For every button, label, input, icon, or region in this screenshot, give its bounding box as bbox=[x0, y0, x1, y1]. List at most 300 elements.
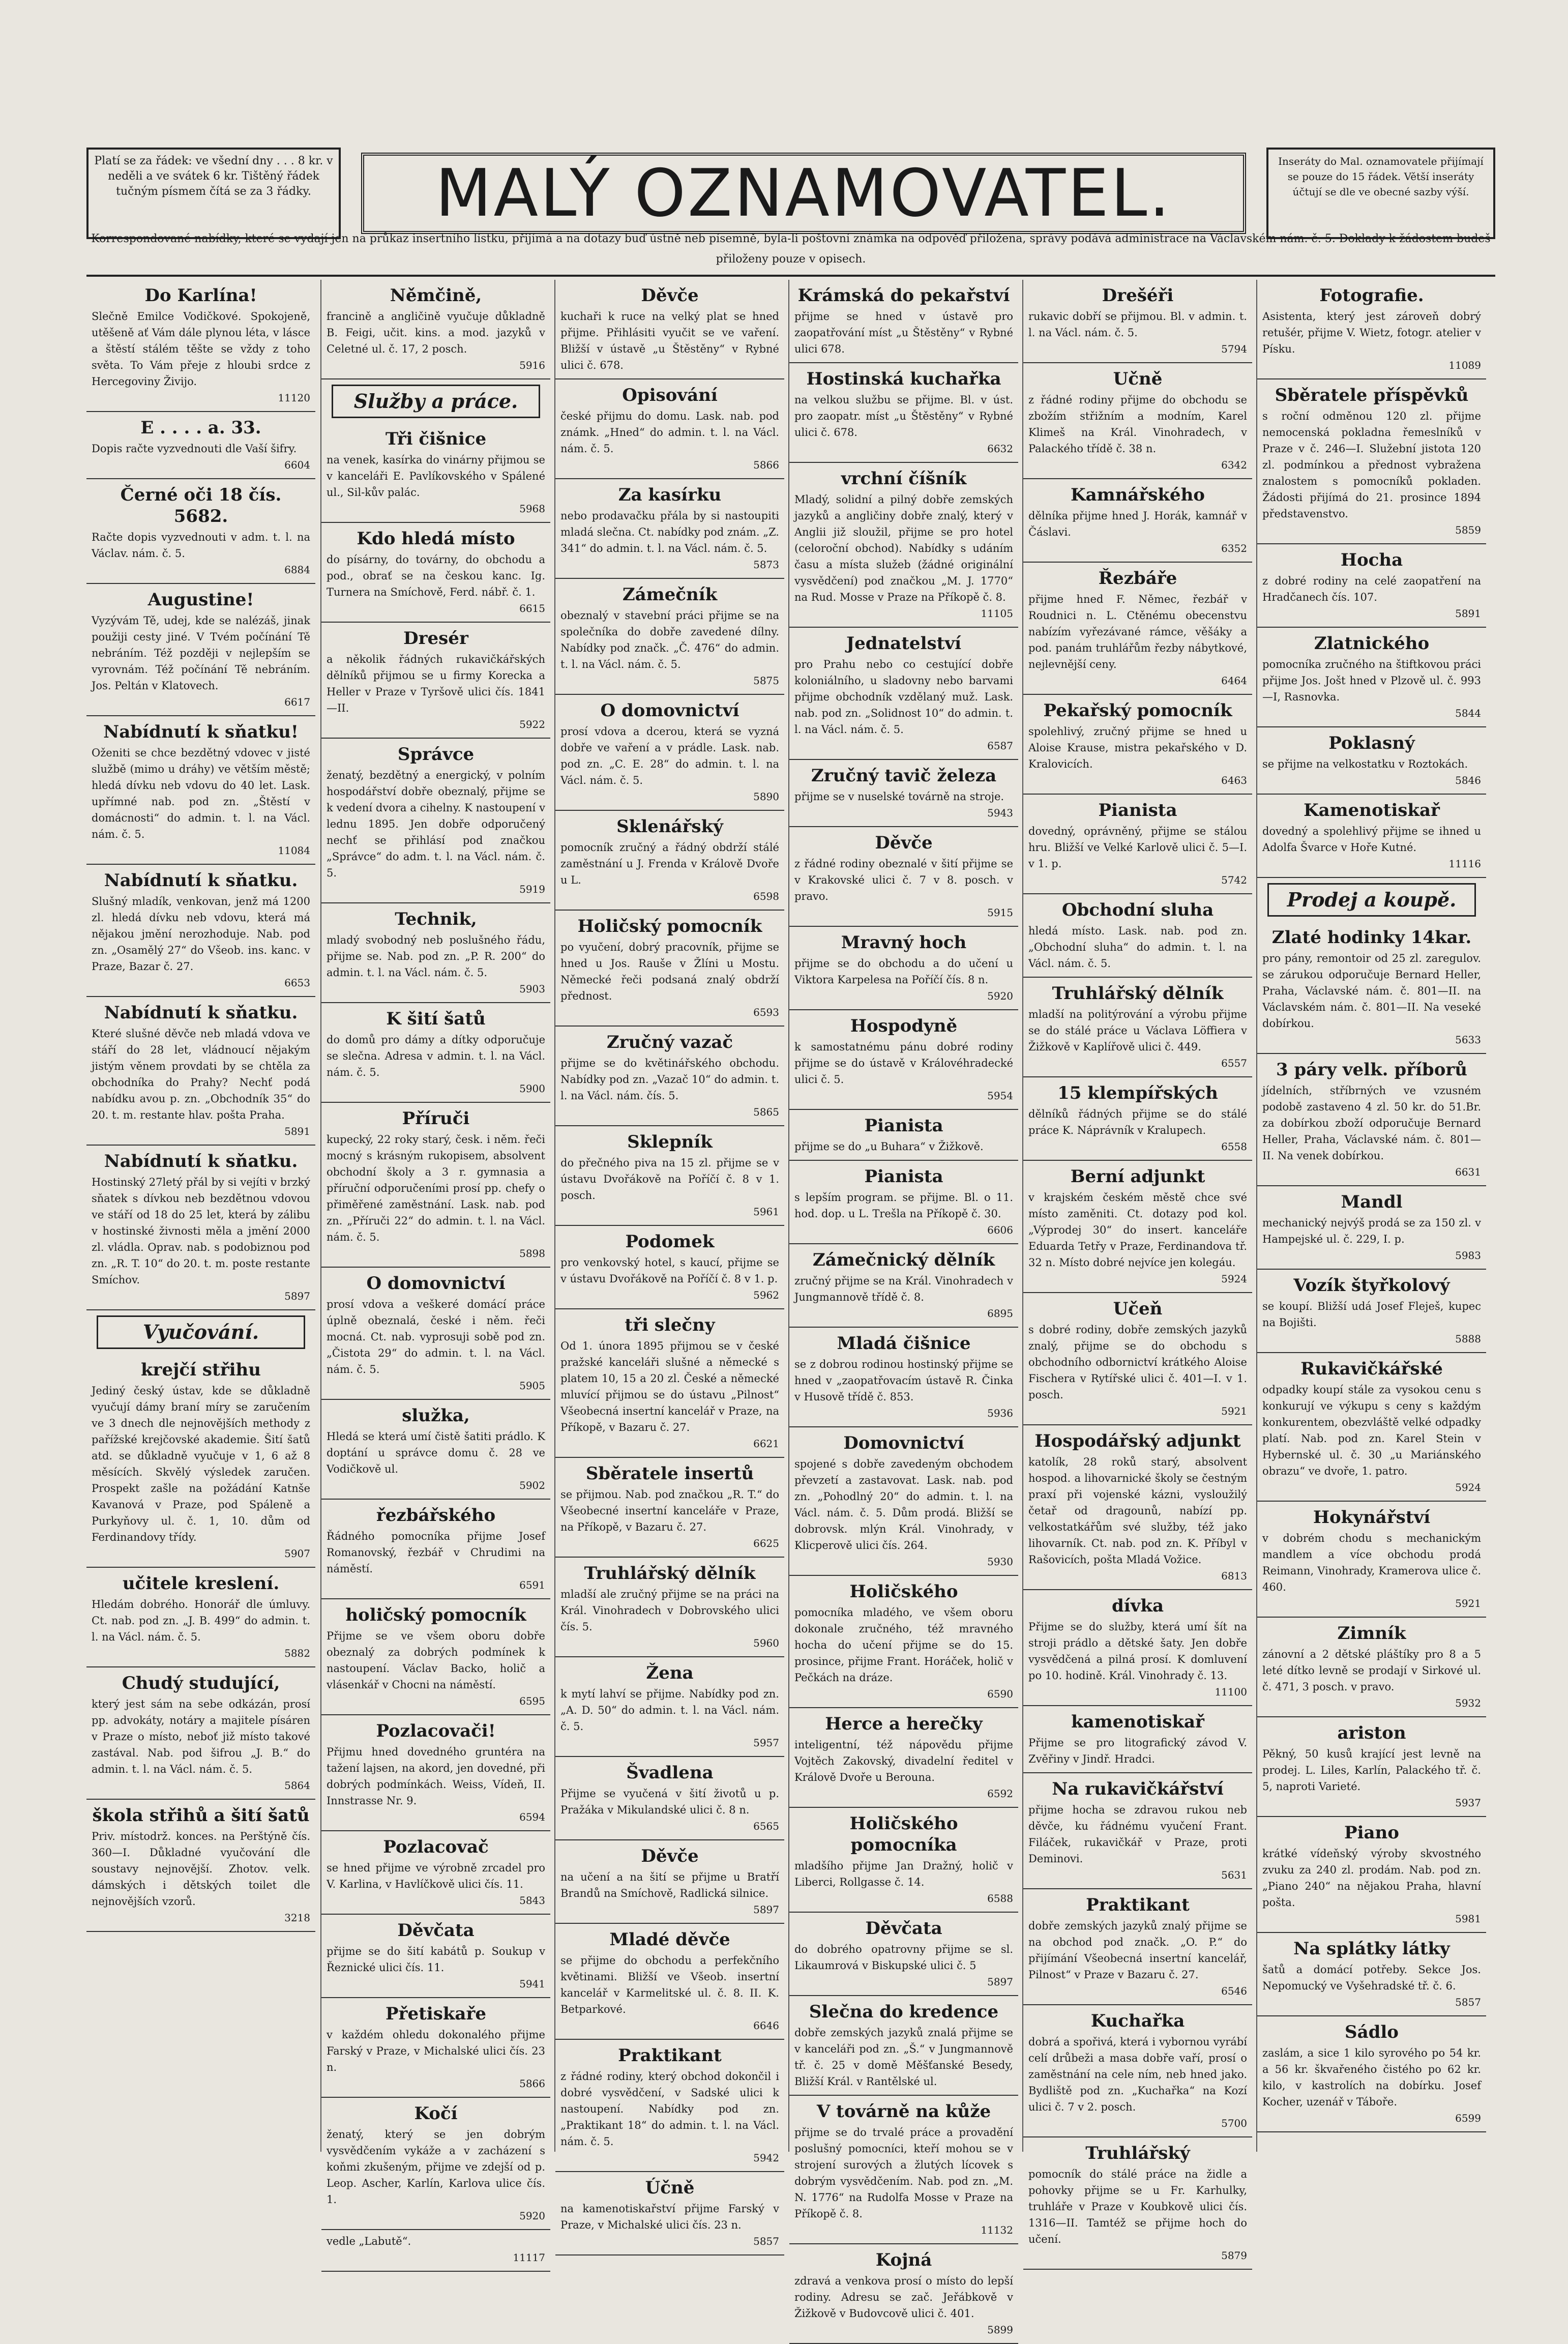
ad-title: Zručný vazač bbox=[606, 1032, 733, 1052]
ad-text: přijme hocha se zdravou rukou neb děvče, ku řádnému vyučení Frant. Filáček, rukavičkář v Praze, proti Deminovi. bbox=[1028, 1804, 1247, 1865]
ad-text: pro pány, remontoir od 25 zl. zaregulov. se zárukou odporučuje Bernard Heller, Praha, Václavské nám. č. 801—II. na Václavském nám. č. 801—II. Na veseké dobírkou. bbox=[1262, 952, 1481, 1030]
ad-number: 6565 bbox=[753, 1820, 779, 1832]
ad-title: Pozlacovač bbox=[383, 1837, 489, 1857]
ad-title: tři slečny bbox=[625, 1315, 715, 1335]
ad-text: k samostatnému pánu dobré rodiny přijme se do ústavě v Královéhradecké ulici č. 5. bbox=[794, 1041, 1013, 1086]
ad-title: Fotografie. bbox=[1319, 285, 1424, 306]
ad-title: ariston bbox=[1337, 1723, 1406, 1743]
ad-text: Dopis račte vyzvednouti dle Vaší šifry. bbox=[92, 443, 297, 455]
ad-title: škola střihů a šití šatů bbox=[92, 1805, 310, 1826]
classified-ad bbox=[789, 1576, 1018, 1708]
ad-text: přijme se do šití kabátů p. Soukup v Řeznické ulici čís. 11. bbox=[327, 1945, 545, 1974]
classified-ad bbox=[789, 1244, 1018, 1328]
ad-text: do přečného piva na 15 zl. přijme se v ústavu Dvořákově na Poříčí č. 8 v 1. posch. bbox=[560, 1157, 779, 1202]
ad-title: Berní adjunkt bbox=[1070, 1166, 1205, 1187]
ad-text: z řádné rodiny obeznalé v šití přijme se v Krakovské ulici č. 7 v 8. posch. v pravo. bbox=[794, 858, 1013, 902]
ad-title: Děvče bbox=[875, 833, 933, 853]
classified-ad bbox=[789, 760, 1018, 827]
classified-ad bbox=[86, 280, 315, 412]
ad-text: dobře zemských jazyků znalá přijme se v kanceláři pod zn. „Š.“ v Jungmannově tř. č. 25 v domě Měšťanské Besedy, Bližší Král. v Rantělské ul. bbox=[794, 2027, 1013, 2088]
ad-number: 6646 bbox=[753, 2019, 779, 2032]
classified-ad bbox=[321, 739, 550, 903]
ad-text: na kamenotiskařství přijme Farský v Praze, v Michalské ulici čís. 23 n. bbox=[560, 2203, 779, 2231]
ad-number: 5700 bbox=[1221, 2117, 1247, 2129]
classified-ad bbox=[789, 628, 1018, 760]
ad-text: spolehlivý, zručný přijme se hned u Aloise Krause, mistra pekařského v D. Kralovicích. bbox=[1028, 725, 1247, 770]
ad-number: 5962 bbox=[753, 1289, 779, 1301]
ad-text: po vyučení, dobrý pracovník, přijme se hned u Jos. Rauše v Žlíni u Mostu. Německé řeči podsaná znalý obdrží přednost. bbox=[560, 941, 779, 1002]
ad-title: Krámská do pekařství bbox=[797, 285, 1010, 306]
classified-ad bbox=[555, 280, 784, 379]
ad-title: Holičského bbox=[849, 1581, 958, 1602]
ad-title: holičský pomocník bbox=[345, 1605, 526, 1625]
ad-number: 5843 bbox=[519, 1894, 545, 1907]
ad-title: Sklepník bbox=[627, 1132, 713, 1152]
classified-ad bbox=[789, 1110, 1018, 1161]
ad-number: 5916 bbox=[519, 359, 545, 371]
ad-text: šatů a domácí potřeby. Sekce Jos. Nepomucký ve Vyšehradské tř. č. 6. bbox=[1262, 1964, 1481, 1992]
classified-ad bbox=[1023, 978, 1252, 1077]
ad-number: 5903 bbox=[519, 983, 545, 995]
classified-ad bbox=[555, 1558, 784, 1657]
ad-number: 5866 bbox=[753, 459, 779, 471]
classified-ad bbox=[1023, 1889, 1252, 2005]
ad-number: 5900 bbox=[519, 1082, 545, 1095]
ad-title: Nabídnutí k sňatku. bbox=[104, 1003, 298, 1023]
classified-ad bbox=[555, 1027, 784, 1126]
ad-number: 3218 bbox=[284, 1912, 310, 1924]
ad-text: odpadky koupí stále za vysokou cenu s konkurují ve výkupu s ceny s každým konkurentem, obezvláště velké odpadky platí. Nab. pod zn. Karel Stein v Hybernské ul. č. 30 „u Mariánského obrazu“ ve dvoře, 1. patro. bbox=[1262, 1384, 1481, 1477]
ad-title: Chudý studující, bbox=[122, 1673, 280, 1693]
classified-ad bbox=[86, 1667, 315, 1800]
classified-ad bbox=[321, 903, 550, 1003]
ad-text: krátké vídeňský výroby skvostného zvuku za 240 zl. prodám. Nab. pod zn. „Piano 240“ na nějakou Praha, hlavní pošta. bbox=[1262, 1848, 1481, 1909]
ad-title: Do Karlína! bbox=[144, 285, 257, 306]
ad-title: Vozík štyřkolový bbox=[1293, 1275, 1450, 1296]
ad-title: Kočí bbox=[414, 2103, 458, 2124]
classified-ad bbox=[1257, 1817, 1486, 1933]
ad-text: dělníka přijme hned J. Horák, kamnář v Čáslavi. bbox=[1028, 510, 1247, 538]
ad-number: 5921 bbox=[1221, 1405, 1247, 1417]
ad-title: krejčí střihu bbox=[141, 1360, 261, 1380]
ad-title: kamenotiskař bbox=[1071, 1712, 1204, 1732]
ad-number: 6342 bbox=[1221, 459, 1247, 471]
classified-ad bbox=[555, 695, 784, 811]
ad-title: Učně bbox=[1113, 369, 1163, 389]
ad-title: Truhlářský dělník bbox=[584, 1563, 756, 1584]
ad-text: kupecký, 22 roky starý, česk. i něm. řeči mocný s krásným rukopisem, absolvent obchodní školy a 3 r. gymnasia a příruční odporučeními prosí pp. chefy o přiměřené zaměstnání. Lask. nab. pod zn. „Příruči 22“ do admin. t. l. na Václ. nám. č. 5. bbox=[327, 1133, 545, 1243]
ad-title: Jednatelství bbox=[846, 633, 961, 654]
ad-text: s lepším program. se přijme. Bl. o 11. hod. dop. u L. Trešla na Příkopě č. 30. bbox=[794, 1191, 1013, 1220]
ad-number: 5864 bbox=[284, 1779, 310, 1792]
newspaper-page bbox=[76, 127, 1495, 2336]
ad-text: kuchaři k ruce na velký plat se hned přijme. Přihlásiti vyučit se ve vaření. Bližší v ústavě „u Štěstěny“ v Rybné ulici č. 678. bbox=[560, 310, 779, 371]
ad-title: Děvče bbox=[641, 1846, 699, 1866]
ad-title: Hocha bbox=[1340, 550, 1403, 570]
ad-number: 5882 bbox=[284, 1647, 310, 1659]
ad-number: 11117 bbox=[513, 2251, 545, 2264]
classified-ad bbox=[555, 2040, 784, 2172]
ad-number: 6606 bbox=[987, 1224, 1013, 1236]
classified-ad bbox=[555, 811, 784, 911]
classified-ad bbox=[86, 412, 315, 479]
ad-number: 5907 bbox=[284, 1547, 310, 1560]
classified-ad bbox=[555, 1458, 784, 1558]
ad-text: dovedný a spolehlivý přijme se ihned u Adolfa Švarce v Hoře Kutné. bbox=[1262, 825, 1481, 854]
ad-text: hledá místo. Lask. nab. pod zn. „Obchodní sluha“ do admin. t. l. na Václ. nám. č. 5. bbox=[1028, 925, 1247, 970]
section-heading: Prodej a koupě. bbox=[1267, 883, 1476, 917]
ad-title: Mravný hoch bbox=[841, 932, 967, 953]
ad-text: do domů pro dámy a dítky odporučuje se slečna. Adresa v admin. t. l. na Václ. nám. č. 5. bbox=[327, 1034, 545, 1078]
ad-number: 5890 bbox=[753, 790, 779, 803]
ad-text: z dobré rodiny na celé zaopatření na Hradčanech čís. 107. bbox=[1262, 575, 1481, 603]
ad-text: z řádné rodiny přijme do obchodu se zbožím střižním a modním, Karel Klimeš na Král. Vinohradech, v Palackého třídě č. 38 n. bbox=[1028, 394, 1247, 455]
classified-ad bbox=[789, 280, 1018, 363]
ad-text: mladý svobodný neb poslušného řádu, přijme se. Nab. pod zn. „P. R. 200“ do admin. t. l. na Václ. nám. č. 5. bbox=[327, 934, 545, 979]
ad-title: Kamenotiskař bbox=[1304, 800, 1440, 821]
ad-text: Hledám dobrého. Honorář dle úmluvy. Ct. nab. pod zn. „J. B. 499“ do admin. t. l. na Václ. nám. č. 5. bbox=[92, 1598, 310, 1643]
column-3 bbox=[554, 280, 784, 2247]
classified-ad bbox=[789, 1328, 1018, 1427]
ad-text: v krajském českém městě chce své místo zaměniti. Ct. dotazy pod kol. „Výprodej 30“ do insert. kanceláře Eduarda Tetřy v Praze, Ferdinandova tř. 32 n. Místo dobré nejvíce jen kolegáu. bbox=[1028, 1191, 1247, 1269]
ad-number: 6621 bbox=[753, 1438, 779, 1450]
ad-text: Hledá se která umí čistě šatiti prádlo. K doptání u správce domu č. 28 ve Vodičkově ul. bbox=[327, 1430, 545, 1475]
ad-text: inteligentní, též nápovědu přijme Vojtěch Zakovský, divadelní ředitel v Králově Dvoře u Berouna. bbox=[794, 1739, 1013, 1783]
ad-number: 6631 bbox=[1455, 1166, 1481, 1178]
ad-number: 5859 bbox=[1455, 524, 1481, 536]
ad-number: 6463 bbox=[1221, 774, 1247, 786]
ad-number: 5897 bbox=[987, 1976, 1013, 1988]
classified-columns bbox=[86, 280, 1495, 2336]
ad-title: Zlaté hodinky 14kar. bbox=[1271, 927, 1472, 948]
column-6 bbox=[1256, 280, 1486, 2152]
ad-title: vrchní číšník bbox=[841, 468, 967, 489]
column-5 bbox=[1022, 280, 1252, 2262]
ad-text: se přijme do obchodu a perfekčního květinami. Bližší ve Všeob. insertní kancelář v Karmelitské ul. č. 8. II. K. Betparkové. bbox=[560, 1954, 779, 2015]
ad-number: 5960 bbox=[753, 1637, 779, 1649]
ad-title: O domovnictví bbox=[600, 700, 739, 721]
classified-ad bbox=[1023, 894, 1252, 978]
ad-number: 11120 bbox=[278, 392, 310, 404]
ad-title: Pianista bbox=[864, 1166, 943, 1187]
column-4 bbox=[788, 280, 1018, 2336]
ad-number: 5897 bbox=[284, 1290, 310, 1302]
ad-text: dělníků řádných přijme se do stálé práce K. Náprávník v Kralupech. bbox=[1028, 1108, 1247, 1136]
ad-text: přijme se hned v ústavě pro zaopatřování míst „u Štěstěny“ v Rybné ulici 678. bbox=[794, 310, 1013, 355]
ad-text: francině a angličině vyučuje důkladně B. Feigi, učit. kins. a mod. jazyků v Celetné ul. č. 17, 2 posch. bbox=[327, 310, 545, 355]
ad-title: Kamnářského bbox=[1071, 485, 1205, 505]
insertion-rules-box: Inseráty do Mal. oznamovatele přijímají se pouze do 15 řádek. Větší inseráty účtují se dle ve obecné sazby výší. bbox=[1266, 148, 1495, 239]
ad-text: Račte dopis vyzvednouti v adm. t. l. na Václav. nám. č. 5. bbox=[92, 531, 310, 560]
ad-number: 5899 bbox=[987, 2324, 1013, 2336]
ad-number: 5924 bbox=[1221, 1273, 1247, 1285]
classified-ad bbox=[321, 1500, 550, 1599]
ad-text: který jest sám na sebe odkázán, prosí pp. advokáty, notáry a majitele písáren v Praze o místo, neboť již místo takové zastával. Nab. pod šifrou „J. B.“ do admin. t. l. na Václ. nám. č. 5. bbox=[92, 1698, 310, 1775]
ad-title: Nabídnutí k sňatku. bbox=[104, 870, 298, 891]
ad-text: na venek, kasírka do vinárny přijmou se v kanceláři E. Pavlíkovského v Spálené ul., Sil-kův palác. bbox=[327, 454, 545, 499]
ad-number: 5915 bbox=[987, 906, 1013, 919]
ad-title: Hokynářství bbox=[1313, 1507, 1431, 1528]
classified-ad bbox=[555, 2172, 784, 2255]
classified-ad bbox=[321, 623, 550, 739]
ad-text: Asistenta, který jest zároveň dobrý retušér, přijme V. Wietz, fotogr. atelier v Písku. bbox=[1262, 310, 1481, 355]
classified-ad bbox=[555, 1757, 784, 1840]
classified-ad bbox=[86, 1800, 315, 1932]
ad-number: 5936 bbox=[987, 1407, 1013, 1419]
classified-ad bbox=[789, 2096, 1018, 2244]
ad-title: O domovnictví bbox=[366, 1273, 506, 1294]
classified-ad bbox=[86, 479, 315, 584]
classified-ad bbox=[321, 1400, 550, 1500]
ad-title: Švadlena bbox=[626, 1763, 714, 1783]
ad-number: 5631 bbox=[1221, 1869, 1247, 1881]
classified-ad bbox=[1023, 280, 1252, 363]
ad-number: 5942 bbox=[753, 2152, 779, 2164]
ad-text: Přijmu hned dovedného gruntéra na tažení lajsen, na akord, jen dovedné, při dobrých podmínkách. Weiss, Vídeň, II. Innstrasse Nr. 9. bbox=[327, 1746, 545, 1807]
ad-title: Pianista bbox=[1098, 800, 1177, 821]
ad-number: 11084 bbox=[278, 844, 310, 857]
ad-title: Přetiskaře bbox=[385, 2004, 486, 2024]
ad-text: v dobrém chodu s mechanickým mandlem a více obchodu prodá Reimann, Vinohrady, Kramerova ulice č. 460. bbox=[1262, 1532, 1481, 1593]
ad-text: Jediný český ústav, kde se důkladně vyučují dámy braní míry se zaručením ve 3 dnech dle nejnovějších methody z pařížské krejčovské akademie. Šití šatů atd. se důkladně vyučuje v 1, 6 až 8 měsících. Skvělý výsledek zaručen. Prospekt zašle na požádání Katnše Kavanová v Praze, pod Spáleně a Purkyňovy ul. č. 1, 10. dům od Ferdinandovy třídy. bbox=[92, 1385, 310, 1543]
ad-text: zánovní a 2 dětské pláštíky pro 8 a 5 leté dítko levně se prodají v Sirkové ul. č. 471, 3 posch. v pravo. bbox=[1262, 1648, 1481, 1693]
ad-title: 15 klempířských bbox=[1057, 1083, 1218, 1103]
ad-text: přijme se do trvalé práce a provadění poslušný pomocníci, kteří mohou se v strojení surových a žlutých lícovek s dobrým vysvědčením. Nab. pod zn. „M. N. 1776“ na Rudolfa Mosse v Praze na Příkopě č. 8. bbox=[794, 2126, 1013, 2220]
ad-title: Na rukavičkářství bbox=[1052, 1779, 1224, 1799]
classified-ad bbox=[86, 1568, 315, 1667]
ad-number: 6617 bbox=[284, 696, 310, 708]
ad-number: 5954 bbox=[987, 1090, 1013, 1102]
ad-text: na učení a na šití se přijme u Bratří Brandů na Smíchově, Radlická silnice. bbox=[560, 1871, 779, 1899]
ad-number: 5924 bbox=[1455, 1481, 1481, 1493]
ad-title: Účně bbox=[645, 2178, 695, 2198]
ad-number: 6593 bbox=[753, 1006, 779, 1018]
classified-ad bbox=[1023, 563, 1252, 695]
ad-number: 5920 bbox=[987, 990, 1013, 1002]
classified-ad bbox=[789, 927, 1018, 1010]
classified-ad bbox=[555, 479, 784, 579]
ad-title: Rukavičkářské bbox=[1300, 1359, 1443, 1379]
ad-title: Slečna do kredence bbox=[809, 2002, 999, 2022]
ad-title: Dresér bbox=[403, 628, 468, 649]
ad-title: Kuchařka bbox=[1090, 2011, 1185, 2031]
ad-number: 5968 bbox=[519, 503, 545, 515]
ad-title: Piano bbox=[1344, 1823, 1399, 1843]
ad-text: mladší ale zručný přijme se na práci na Král. Vinohradech v Dobrovského ulici čís. 5. bbox=[560, 1588, 779, 1633]
classified-ad bbox=[555, 1840, 784, 1924]
ad-number: 5937 bbox=[1455, 1797, 1481, 1809]
ad-text: pomocník do stálé práce na židle a pohovky přijme se u Fr. Karhulky, truhláře v Praze v Koubkově ulici čís. 1316—II. Tamtéž se přijme hoch do učení. bbox=[1028, 2168, 1247, 2245]
classified-ad bbox=[555, 579, 784, 695]
ad-title: Nabídnutí k sňatku. bbox=[104, 1151, 298, 1171]
classified-ad bbox=[321, 1599, 550, 1715]
ad-number: 6598 bbox=[753, 890, 779, 902]
ad-number: 5943 bbox=[987, 807, 1013, 819]
classified-ad bbox=[555, 911, 784, 1027]
ad-number: 6625 bbox=[753, 1537, 779, 1549]
classified-ad bbox=[1257, 1717, 1486, 1817]
classified-ad bbox=[789, 1427, 1018, 1576]
ad-title: Sádlo bbox=[1345, 2022, 1399, 2042]
ad-number: 5981 bbox=[1455, 1913, 1481, 1925]
column-1 bbox=[86, 280, 315, 2152]
classified-ad bbox=[321, 280, 550, 379]
classified-ad bbox=[1023, 795, 1252, 894]
ad-number: 5921 bbox=[1455, 1597, 1481, 1609]
ad-number: 5633 bbox=[1455, 1034, 1481, 1046]
ad-title: Podomek bbox=[625, 1232, 715, 1252]
classified-ad bbox=[321, 2230, 550, 2272]
ad-text: české přijmu do domu. Lask. nab. pod známk. „Hned“ do admin. t. l. na Václ. nám. č. 5. bbox=[560, 410, 779, 455]
ad-title: Zámečník bbox=[622, 584, 718, 605]
classified-ad bbox=[1257, 1618, 1486, 1717]
ad-number: 6653 bbox=[284, 977, 310, 989]
ad-title: Zručný tavič železa bbox=[811, 766, 997, 786]
ad-title: E . . . . a. 33. bbox=[140, 418, 261, 438]
ad-title: Truhlářský bbox=[1085, 2143, 1190, 2163]
ad-title: Mladá čišnice bbox=[837, 1333, 971, 1354]
classified-ad bbox=[1023, 2005, 1252, 2137]
ad-text: přijme se do „u Buhara“ v Žižkově. bbox=[794, 1140, 984, 1153]
classified-ad bbox=[1023, 1425, 1252, 1590]
ad-number: 6558 bbox=[1221, 1140, 1247, 1153]
ad-number: 5742 bbox=[1221, 874, 1247, 886]
administration-notice: Korrespondované nabídky, které se vydají jen na průkaz insertního lístku, přijímá a na dotazy buď ústně neb písemně, byla-li poštovní známka na odpověď přiložena, správy podává administrace na Václavském nám. č. 5. Doklady k žádostem budeš přiloženy pouze v opisech. bbox=[86, 229, 1495, 277]
classified-ad bbox=[321, 2098, 550, 2230]
ad-title: Děvčata bbox=[865, 1918, 942, 1939]
ad-number: 5891 bbox=[284, 1125, 310, 1137]
classified-ad bbox=[1023, 1590, 1252, 1706]
ad-title: dívka bbox=[1111, 1596, 1164, 1616]
classified-ad bbox=[555, 379, 784, 479]
ad-title: Řezbáře bbox=[1098, 568, 1177, 589]
classified-ad bbox=[789, 1010, 1018, 1110]
classified-ad bbox=[1257, 544, 1486, 628]
ad-number: 6594 bbox=[519, 1811, 545, 1823]
ad-title: Sběratele příspěvků bbox=[1275, 385, 1469, 405]
ad-number: 5919 bbox=[519, 883, 545, 895]
ad-text: vedle „Labutě“. bbox=[327, 2235, 411, 2247]
ad-number: 6884 bbox=[284, 564, 310, 576]
ad-number: 5983 bbox=[1455, 1249, 1481, 1262]
classified-ad bbox=[789, 827, 1018, 927]
classified-ad bbox=[86, 997, 315, 1146]
ad-text: přijme se do obchodu a do učení u Viktora Karpelesa na Poříčí čís. 8 n. bbox=[794, 957, 1013, 986]
classified-ad bbox=[1257, 1502, 1486, 1618]
section-heading: Vyučování. bbox=[97, 1315, 305, 1349]
ad-text: Oženiti se chce bezdětný vdovec v jisté službě (mimo u dráhy) ve větším městě; hledá dívku neb vdovu do 40 let. Lask. upřímné nab. pod zn. „Štěstí v domácnosti“ do admin. t. l. na Václ. nám. č. 5. bbox=[92, 747, 310, 840]
classified-ad bbox=[1023, 479, 1252, 563]
ad-title: učitele kreslení. bbox=[122, 1573, 280, 1594]
ad-title: Obchodní sluha bbox=[1061, 900, 1214, 920]
ad-title: Poklasný bbox=[1328, 733, 1415, 753]
classified-ad bbox=[1257, 379, 1486, 544]
ad-title: Kdo hledá místo bbox=[357, 529, 515, 549]
ad-title: Praktikant bbox=[1086, 1895, 1190, 1915]
classified-ad bbox=[1257, 1270, 1486, 1353]
ad-text: Slečně Emilce Vodičkové. Spokojeně, utěšeně ať Vám dále plynou léta, v lásce a štěstí stálém těšte se vždy z toho světa. To Vám přeje z hloubi srdce z Hercegoviny Živijo. bbox=[92, 310, 310, 388]
classified-ad bbox=[789, 1161, 1018, 1244]
ad-text: mechanický nejvýš prodá se za 150 zl. v Hampejské ul. č. 229, I. p. bbox=[1262, 1217, 1481, 1245]
ad-text: obeznalý v stavební práci přijme se na společníka do dobře zavedené dílny. Nabídky pod značk. „Č. 476“ do admin. t. l. na Václ. nám. č. 5. bbox=[560, 609, 779, 670]
classified-ad bbox=[1023, 1293, 1252, 1425]
classified-ad bbox=[86, 865, 315, 997]
classified-ad bbox=[1257, 280, 1486, 379]
ad-number: 6587 bbox=[987, 740, 1013, 752]
ad-number: 6813 bbox=[1221, 1570, 1247, 1582]
classified-ad bbox=[1023, 2137, 1252, 2270]
ad-title: Za kasírku bbox=[618, 485, 722, 505]
ad-number: 5865 bbox=[753, 1106, 779, 1118]
ad-text: do dobrého opatrovny přijme se sl. Likaumrová v Biskupské ulici č. 5 bbox=[794, 1943, 1013, 1972]
ad-text: Řádného pomocníka přijme Josef Romanovský, řezbář v Chrudimi na náměstí. bbox=[327, 1530, 545, 1575]
ad-title: Mladé děvče bbox=[609, 1929, 730, 1950]
ad-title: Technik, bbox=[395, 909, 477, 929]
classified-ad bbox=[1257, 795, 1486, 878]
ad-title: Příruči bbox=[402, 1108, 470, 1129]
ad-number: 11132 bbox=[981, 2224, 1013, 2236]
classified-ad bbox=[1257, 1186, 1486, 1270]
ad-text: se hned přijme ve výrobně zrcadel pro V. Karlina, v Havlíčkově ulici čís. 11. bbox=[327, 1862, 545, 1890]
ad-number: 6895 bbox=[987, 1307, 1013, 1320]
ad-title: Augustine! bbox=[147, 590, 254, 610]
ad-title: V továrně na kůže bbox=[816, 2101, 991, 2122]
ad-text: do písárny, do továrny, do obchodu a pod., obrať se na českou kanc. Ig. Turnera na Smíchově, Ferd. nábř. č. 1. bbox=[327, 553, 545, 598]
ad-title: Mandl bbox=[1341, 1192, 1403, 1212]
ad-number: 6615 bbox=[519, 602, 545, 614]
classified-ad bbox=[321, 1998, 550, 2098]
ad-title: Tři čišnice bbox=[385, 429, 487, 449]
ad-text: spojené s dobře zavedeným obchodem převzetí a zastavovat. Lask. nab. pod zn. „Pohodlný 20“ do admin. t. l. na Václ. nám. č. 5. Dům prodá. Bližší se dobrovsk. mlýn Král. Vinohrady, v Klicperově ulici čís. 264. bbox=[794, 1458, 1013, 1551]
ad-text: Pěkný, 50 kusů krající jest levně na prodej. L. Liles, Karlín, Palackého tř. č. 5, naproti Varieté. bbox=[1262, 1748, 1481, 1793]
classified-ad bbox=[789, 1996, 1018, 2096]
classified-ad bbox=[1257, 727, 1486, 795]
ad-text: Slušný mladík, venkovan, jenž má 1200 zl. hledá dívku neb vdovu, která má nějakou jmění nerozhoduje. Nab. pod zn. „Osamělý 27“ do Všeob. ins. kanc. v Praze, Bazar č. 27. bbox=[92, 895, 310, 973]
ad-title: Domovnictví bbox=[843, 1433, 964, 1453]
ad-number: 5888 bbox=[1455, 1333, 1481, 1345]
ad-title: Pozlacovači! bbox=[376, 1721, 496, 1741]
ad-text: zručný přijme se na Král. Vinohradech v Jungmannově třídě č. 8. bbox=[794, 1275, 1013, 1303]
ad-number: 6464 bbox=[1221, 675, 1247, 687]
pricing-box: Platí se za řádek: ve všední dny . . . 8 kr. v neděli a ve svátek 6 kr. Tištěný řádek tučným písmem čítá se za 3 řádky. bbox=[86, 148, 341, 239]
ad-title: Holičského pomocníka bbox=[849, 1813, 958, 1855]
ad-text: s dobré rodiny, dobře zemských jazyků znalý, přijme se do obchodu s obchodního odbornictví krátkého Aloise Fischera v Rytířské ulici č. 401—I. v 1. posch. bbox=[1028, 1324, 1247, 1401]
classified-ad bbox=[321, 1103, 550, 1268]
ad-title: Správce bbox=[397, 744, 475, 765]
ad-text: pro Prahu nebo co cestující dobře koloniálního, u sladovny nebo barvami přijme obchodník vzdělaný muž. Lask. nab. pod zn. „Solidnost 10“ do admin. t. l. na Václ. nám. č. 5. bbox=[794, 658, 1013, 736]
ad-title: Žena bbox=[646, 1663, 694, 1683]
ad-number: 6599 bbox=[1455, 2112, 1481, 2124]
ad-number: 6595 bbox=[519, 1695, 545, 1707]
classified-ad bbox=[1257, 1353, 1486, 1502]
ad-number: 11105 bbox=[981, 607, 1013, 620]
masthead bbox=[76, 148, 1495, 239]
ad-title: Nabídnutí k sňatku! bbox=[103, 722, 299, 742]
classified-ad bbox=[789, 463, 1018, 628]
ad-number: 6546 bbox=[1221, 1985, 1247, 1997]
ad-title: Zámečnický dělník bbox=[812, 1250, 995, 1270]
ad-text: a několik řádných rukavičkářských dělníků přijmou se u firmy Korecka a Heller v Praze v Tyršově ulici čís. 1841—II. bbox=[327, 653, 545, 714]
ad-title: Děvčata bbox=[397, 1920, 475, 1941]
ad-number: 11089 bbox=[1448, 359, 1481, 371]
ad-number: 6591 bbox=[519, 1579, 545, 1591]
ad-title: řezbářského bbox=[376, 1505, 496, 1526]
ad-text: mladšího přijme Jan Dražný, holič v Liberci, Rollgasse č. 14. bbox=[794, 1860, 1013, 1888]
ad-text: k mytí lahví se přijme. Nabídky pod zn. „A. D. 50“ do admin. t. l. na Václ. nám. č. 5. bbox=[560, 1688, 779, 1733]
ad-text: Přijme se pro litografický závod V. Zvěřiny v Jindř. Hradci. bbox=[1028, 1737, 1247, 1765]
ad-text: v každém ohledu dokonalého přijme Farský v Praze, v Michalské ulici čís. 23 n. bbox=[327, 2029, 545, 2073]
ad-text: se z dobrou rodinou hostinský přijme se hned v „zaopatřovacím ústavě R. Činka v Husově třídě č. 853. bbox=[794, 1358, 1013, 1403]
